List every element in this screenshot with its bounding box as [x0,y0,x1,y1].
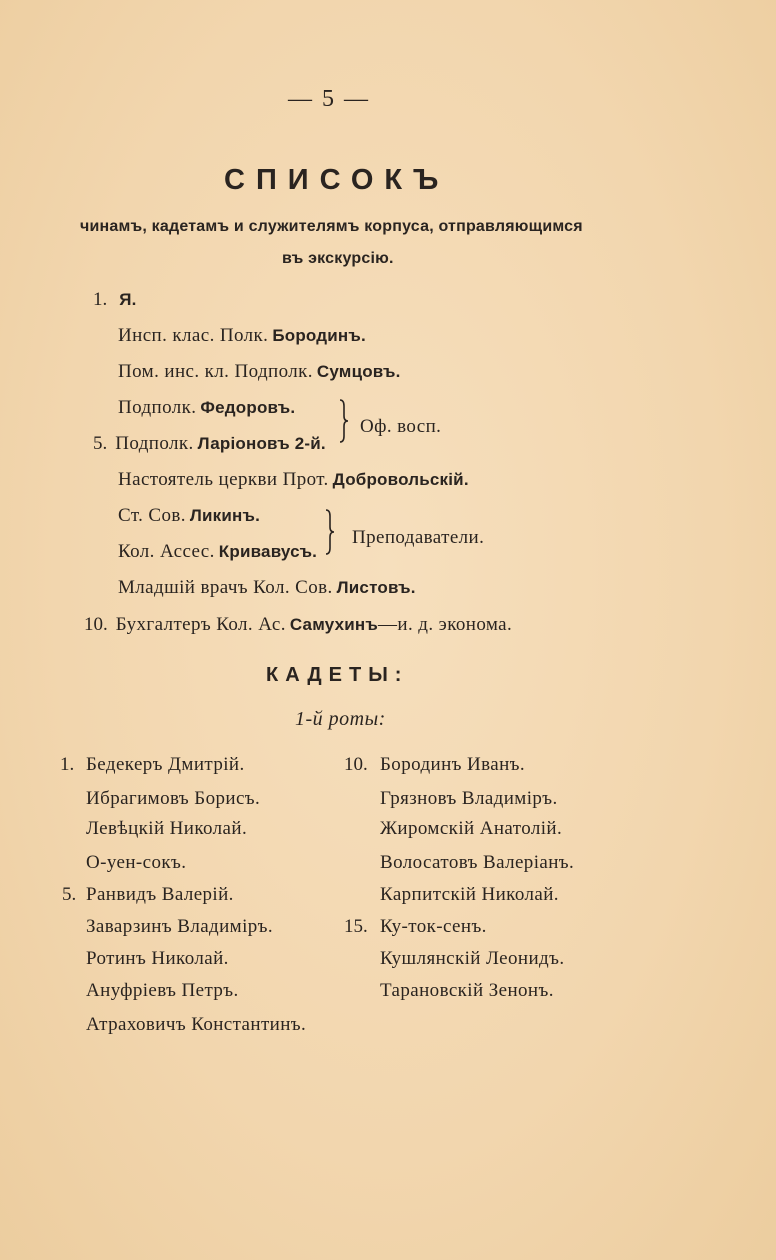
row-number: 1. [93,289,108,310]
row-number: 10. [84,614,108,635]
group-label-officers: Оф. восп. [360,416,442,437]
official-rank: Кол. Ассес. [118,541,215,562]
cadet-name: Атраховичъ Константинъ. [86,1014,307,1035]
subtitle-line-1: чинамъ, кадетамъ и служителямъ корпуса, отправляющимся [80,218,583,235]
official-name: Сумцовъ. [316,362,401,381]
brace-group-2 [322,508,338,556]
row-number: 5. [93,433,108,454]
official-name: Самухинъ [289,615,378,634]
cadet-number: 1. [60,754,75,775]
official-rank: Пом. инс. кл. Подполк. [118,361,313,382]
official-note: —и. д. эконома. [378,614,513,635]
cadet-name: Ануфріевъ Петръ. [86,980,239,1001]
official-rank: Бухгалтеръ Кол. Ас. [115,614,286,635]
cadet-name: Ку-ток-сенъ. [380,916,487,937]
official-rank: Подполк. [118,397,197,418]
cadet-name: Заварзинъ Владиміръ. [86,916,274,937]
official-name: Ларіоновъ 2-й. [197,434,326,453]
subtitle-line-2: въ экскурсію. [282,250,394,267]
official-rank: Настоятель церкви Прот. [118,469,329,490]
page-title: СПИСОКЪ [224,164,450,196]
official-rank: Инсп. клас. Полк. [118,325,269,346]
cadet-name: Кушлянскій Леонидъ. [380,948,565,969]
cadet-name: Ранвидъ Валерій. [86,884,234,905]
cadet-name: Жиромскій Анатолій. [380,818,563,839]
group-label-teachers: Преподаватели. [352,527,485,548]
cadet-name: Ибрагимовъ Борисъ. [86,788,261,809]
cadet-name: Тарановскій Зенонъ. [380,980,554,1001]
cadet-name: Левѣцкій Николай. [86,818,248,839]
cadet-number: 5. [62,884,77,905]
official-name: Кривавусъ. [218,542,318,561]
official-name: Листовъ. [336,578,416,597]
official-row-3 [118,361,401,383]
brace-group-1 [336,398,352,444]
official-name: Добровольскій. [332,470,469,489]
cadet-name: Волосатовъ Валеріанъ. [380,852,575,873]
official-row-8 [118,541,317,563]
official-name: Федоровъ. [200,398,296,417]
cadet-number: 15. [344,916,368,937]
official-name: Бородинъ. [272,326,366,345]
official-row-10 [84,614,512,636]
official-row-7 [118,505,260,527]
official-rank: Младшій врачъ Кол. Сов. [118,577,333,598]
official-rank: Ст. Сов. [118,505,186,526]
cadet-name: Грязновъ Владиміръ. [380,788,558,809]
official-row-5 [93,433,326,455]
cadet-name: Ротинъ Николай. [86,948,229,969]
cadet-name: Карпитскій Николай. [380,884,559,905]
cadet-name: О-уен-сокъ. [86,852,187,873]
page-number: — 5 — [288,86,370,112]
cadet-name: Бедекеръ Дмитрій. [86,754,245,775]
official-row-2 [118,325,366,347]
official-rank: Подполк. [115,433,194,454]
official-row-6 [118,469,469,491]
cadet-number: 10. [344,754,368,775]
cadet-name: Бородинъ Иванъ. [380,754,526,775]
cadets-heading: КАДЕТЫ: [266,664,409,686]
official-name: Я. [119,290,137,309]
official-name: Ликинъ. [189,506,261,525]
official-row-9 [118,577,416,599]
official-row-4 [118,397,295,419]
official-row-1 [93,289,137,311]
company-heading: 1-й роты: [295,708,386,730]
